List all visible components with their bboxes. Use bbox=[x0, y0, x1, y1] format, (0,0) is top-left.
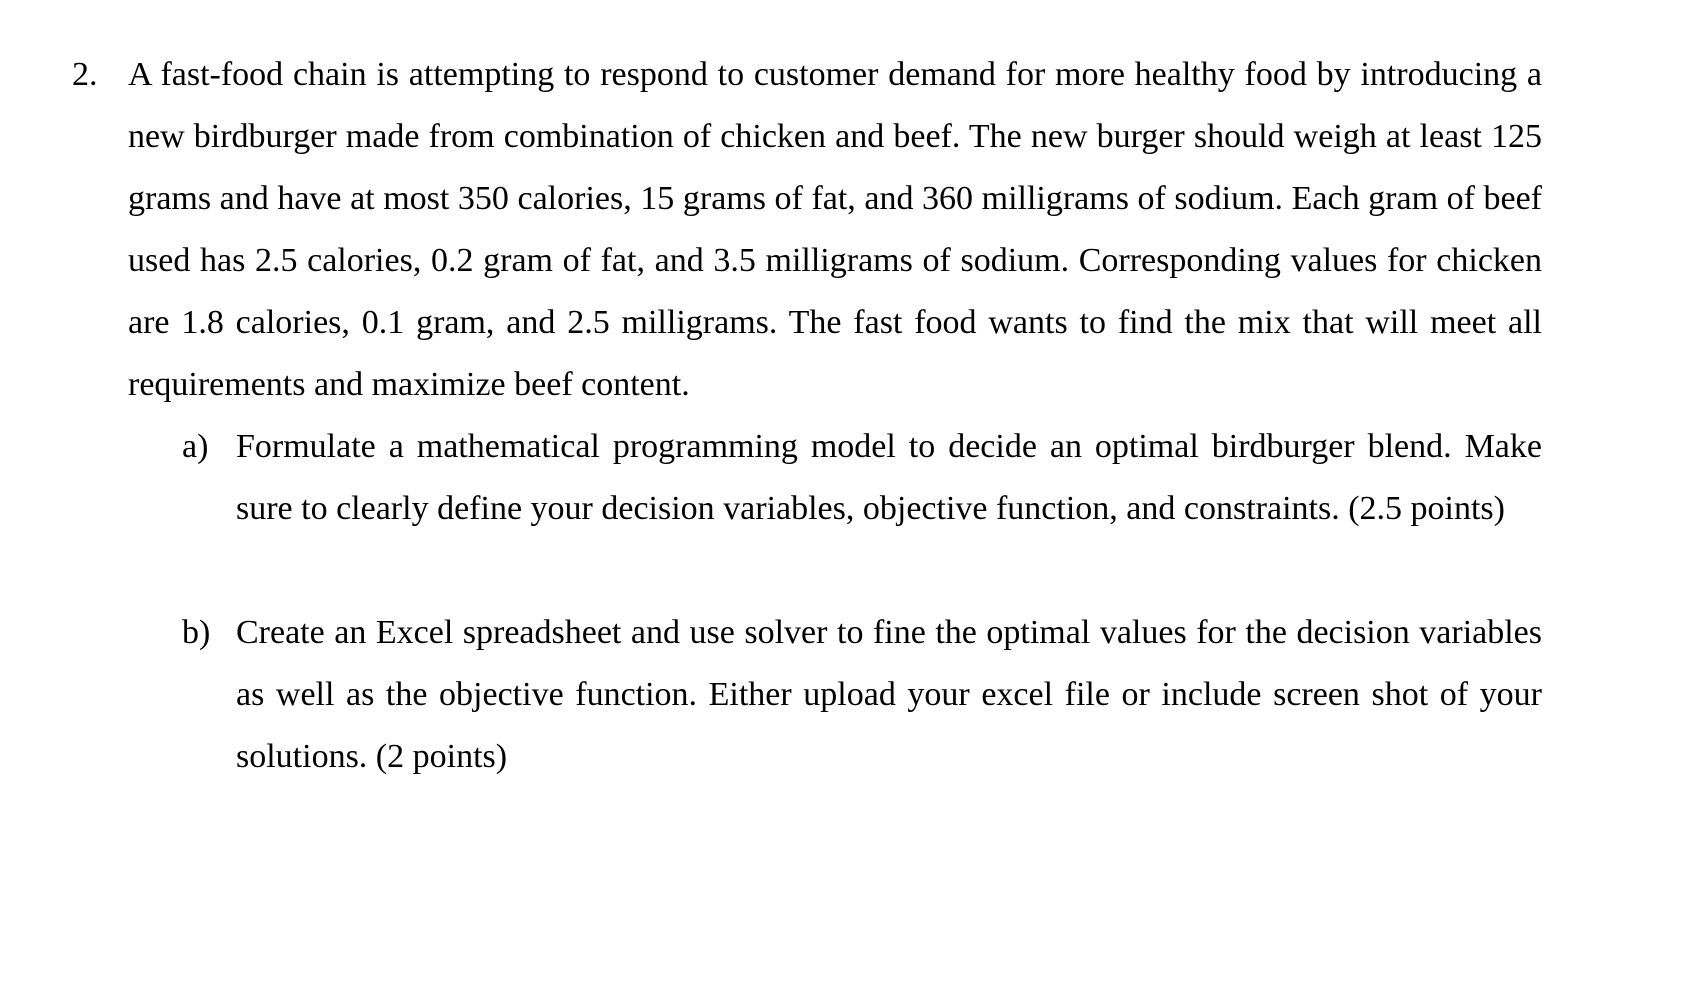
part-a-text: Formulate a mathematical programming model to decide an optimal birdburger blend. Make sure to clearly define your decision variables, objective function, and constraints. (2.5 points) bbox=[236, 428, 1542, 527]
part-b-text: Create an Excel spreadsheet and use solver to fine the optimal values for the decision variables as well as the objective function. Either upload your excel file or include screen shot of your solutions. (2 points) bbox=[236, 614, 1542, 775]
question-number: 2. bbox=[72, 56, 98, 93]
question-text: A fast-food chain is attempting to respond to customer demand for more healthy food by introducing a new birdburger made from combination of chicken and beef. The new burger should weigh at least 125 grams and have at most 350 calories, 15 grams of fat, and 360 milligrams of sodium. Each gram of beef used has 2.5 calories, 0.2 gram of fat, and 3.5 milligrams of sodium. Corresponding values for chicken are 1.8 calories, 0.1 gram, and 2.5 milligrams. The fast food wants to find the mix that will meet all requirements and maximize beef content. bbox=[128, 56, 1542, 403]
part-b-label: b) bbox=[182, 614, 211, 651]
part-a-label: a) bbox=[182, 428, 209, 465]
